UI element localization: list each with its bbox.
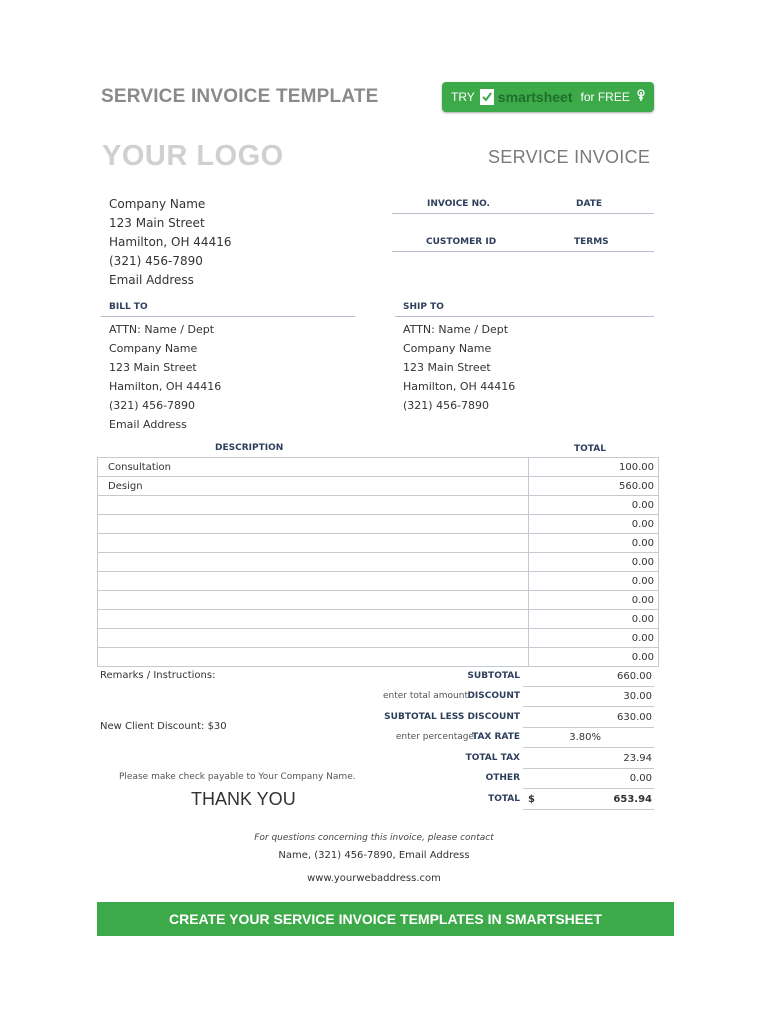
thank-you: THANK YOU bbox=[191, 789, 296, 809]
item-description[interactable] bbox=[98, 572, 529, 591]
item-description[interactable] bbox=[98, 629, 529, 648]
line-items-table bbox=[97, 457, 659, 667]
table-row bbox=[98, 591, 659, 610]
logo-placeholder: YOUR LOGO bbox=[102, 140, 284, 172]
create-templates-banner[interactable]: CREATE YOUR SERVICE INVOICE TEMPLATES IN SMARTSHEET bbox=[97, 902, 674, 936]
divider bbox=[523, 768, 654, 769]
subtotal-less-discount-value: 630.00 bbox=[617, 712, 652, 723]
divider bbox=[523, 788, 654, 789]
invoice-heading: SERVICE INVOICE bbox=[488, 147, 651, 167]
web-address[interactable]: www.yourwebaddress.com bbox=[307, 873, 441, 884]
divider bbox=[395, 316, 654, 317]
try-smartsheet-button[interactable] bbox=[442, 82, 654, 112]
document-title: SERVICE INVOICE TEMPLATE bbox=[101, 86, 379, 107]
item-description[interactable]: Design bbox=[98, 477, 529, 496]
item-description[interactable] bbox=[98, 534, 529, 553]
discount-label: DISCOUNT bbox=[467, 691, 520, 701]
divider bbox=[392, 213, 654, 214]
table-row bbox=[98, 477, 659, 496]
table-row bbox=[98, 458, 659, 477]
subtotal-less-discount-label: SUBTOTAL LESS DISCOUNT bbox=[384, 712, 520, 722]
item-description[interactable] bbox=[98, 515, 529, 534]
item-description[interactable] bbox=[98, 591, 529, 610]
for-free-label: for FREE bbox=[580, 90, 630, 104]
item-total[interactable]: 0.00 bbox=[529, 515, 659, 534]
bill-to-line: Company Name bbox=[109, 342, 198, 355]
discount-value[interactable]: 30.00 bbox=[623, 691, 652, 702]
table-row bbox=[98, 534, 659, 553]
divider bbox=[392, 251, 654, 252]
divider bbox=[101, 316, 355, 317]
bill-to-label: BILL TO bbox=[109, 302, 148, 312]
item-total[interactable]: 0.00 bbox=[529, 553, 659, 572]
ship-to-line: Hamilton, OH 44416 bbox=[403, 380, 516, 393]
divider bbox=[523, 706, 654, 707]
tax-rate-hint: enter percentage bbox=[395, 732, 474, 742]
other-value[interactable]: 0.00 bbox=[629, 773, 652, 784]
other-label: OTHER bbox=[485, 773, 520, 783]
company-phone: (321) 456-7890 bbox=[109, 254, 203, 268]
remarks-note[interactable]: New Client Discount: $30 bbox=[100, 721, 227, 732]
description-header: DESCRIPTION bbox=[215, 443, 284, 453]
bill-to-line: Hamilton, OH 44416 bbox=[109, 380, 222, 393]
invoice-no-label: INVOICE NO. bbox=[427, 199, 490, 209]
divider bbox=[523, 747, 654, 748]
table-row bbox=[98, 648, 659, 667]
company-name: Company Name bbox=[109, 197, 206, 211]
tax-rate-value[interactable]: 3.80% bbox=[569, 732, 601, 743]
discount-hint: enter total amount bbox=[382, 691, 468, 701]
contact-info: Name, (321) 456-7890, Email Address bbox=[278, 850, 470, 861]
ship-to-line: 123 Main Street bbox=[403, 361, 491, 374]
bill-to-address bbox=[109, 323, 221, 437]
company-city: Hamilton, OH 44416 bbox=[109, 235, 232, 249]
subtotal-value: 660.00 bbox=[617, 671, 652, 682]
total-tax-value: 23.94 bbox=[623, 753, 652, 764]
item-description[interactable]: Consultation bbox=[98, 458, 529, 477]
company-street: 123 Main Street bbox=[109, 216, 205, 230]
smartsheet-brand: smartsheet bbox=[497, 89, 573, 105]
table-row bbox=[98, 572, 659, 591]
ship-to-line: ATTN: Name / Dept bbox=[403, 323, 509, 336]
bill-to-line: ATTN: Name / Dept bbox=[109, 323, 215, 336]
date-label: DATE bbox=[576, 199, 603, 209]
ship-to-line: (321) 456-7890 bbox=[403, 399, 490, 412]
item-total[interactable]: 0.00 bbox=[529, 610, 659, 629]
questions-note: For questions concerning this invoice, please contact bbox=[254, 833, 494, 843]
try-label: TRY bbox=[451, 90, 475, 104]
item-total[interactable]: 0.00 bbox=[529, 572, 659, 591]
checkmark-icon bbox=[480, 89, 494, 105]
pointer-hand-icon bbox=[635, 89, 647, 106]
item-total[interactable]: 0.00 bbox=[529, 629, 659, 648]
item-description[interactable] bbox=[98, 553, 529, 572]
item-total[interactable]: 0.00 bbox=[529, 591, 659, 610]
ship-to-address bbox=[403, 323, 515, 418]
table-row bbox=[98, 629, 659, 648]
item-total[interactable]: 100.00 bbox=[529, 458, 659, 477]
item-description[interactable] bbox=[98, 496, 529, 515]
item-total[interactable]: 0.00 bbox=[529, 648, 659, 667]
item-total[interactable]: 0.00 bbox=[529, 534, 659, 553]
company-info bbox=[109, 197, 231, 292]
item-description[interactable] bbox=[98, 648, 529, 667]
divider bbox=[523, 727, 654, 728]
remarks-label: Remarks / Instructions: bbox=[100, 670, 216, 681]
divider bbox=[523, 809, 654, 810]
total-tax-label: TOTAL TAX bbox=[465, 753, 520, 763]
table-row bbox=[98, 553, 659, 572]
total-header: TOTAL bbox=[574, 444, 606, 454]
table-row bbox=[98, 610, 659, 629]
divider bbox=[523, 686, 654, 687]
table-row bbox=[98, 496, 659, 515]
item-description[interactable] bbox=[98, 610, 529, 629]
total-value: 653.94 bbox=[613, 794, 652, 805]
table-row bbox=[98, 515, 659, 534]
customer-id-label: CUSTOMER ID bbox=[426, 237, 497, 247]
bill-to-line: (321) 456-7890 bbox=[109, 399, 196, 412]
ship-to-line: Company Name bbox=[403, 342, 492, 355]
bill-to-line: Email Address bbox=[109, 418, 187, 431]
currency-symbol: $ bbox=[528, 794, 535, 805]
total-label: TOTAL bbox=[488, 794, 520, 804]
subtotal-label: SUBTOTAL bbox=[467, 671, 520, 681]
item-total[interactable]: 560.00 bbox=[529, 477, 659, 496]
bill-to-line: 123 Main Street bbox=[109, 361, 197, 374]
payable-note: Please make check payable to Your Company Name. bbox=[119, 772, 356, 782]
tax-rate-label: TAX RATE bbox=[472, 732, 520, 742]
item-total[interactable]: 0.00 bbox=[529, 496, 659, 515]
company-email: Email Address bbox=[109, 273, 194, 287]
ship-to-label: SHIP TO bbox=[403, 302, 444, 312]
terms-label: TERMS bbox=[574, 237, 609, 247]
